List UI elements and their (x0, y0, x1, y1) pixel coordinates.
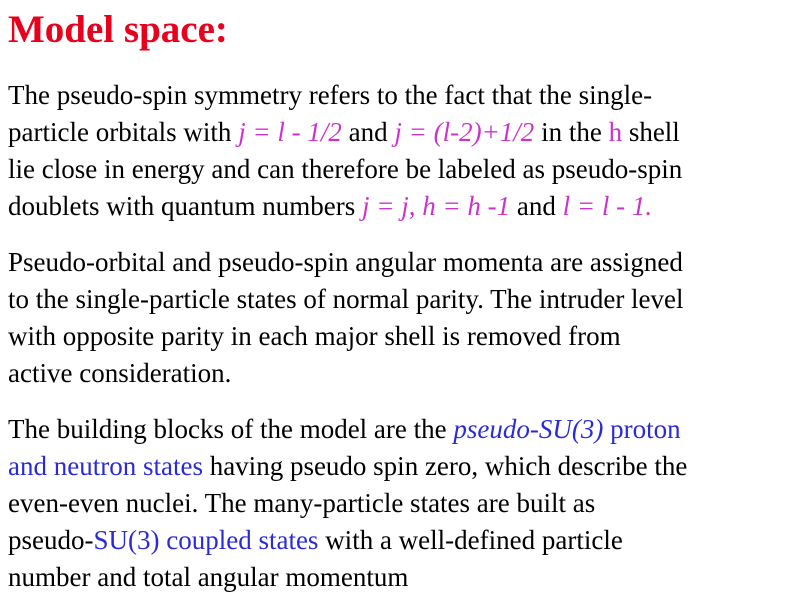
text-line: even-even nuclei. The many-particle states are built as (8, 488, 596, 518)
text-run: in the (534, 117, 609, 147)
text-run: having pseudo spin zero, which describe the (202, 451, 688, 481)
text-line: with opposite parity in each major shell is removed from (8, 321, 621, 351)
text-run: and (510, 191, 563, 221)
term-pseudo-su3: pseudo-SU(3) (453, 414, 604, 444)
term-proton: proton (603, 414, 681, 444)
formula-l-minus-1: l = l - 1. (562, 191, 653, 221)
text-line: lie close in energy and can therefore be labeled as pseudo-spin (8, 154, 683, 184)
text-line (8, 188, 798, 225)
text-run: with a well-defined particle (318, 525, 623, 555)
text-line (8, 448, 798, 485)
text-line: active consideration. (8, 358, 232, 388)
formula-j-l-minus-2-plus-half: j = (l-2)+1/2 (394, 117, 535, 147)
term-neutron-states: and neutron states (8, 451, 203, 481)
text-line (8, 522, 798, 559)
paragraph-building-blocks (8, 411, 798, 596)
slide-title: Model space: (8, 8, 228, 51)
text-run: The building blocks of the model are the (8, 414, 454, 444)
text-run: particle orbitals with (8, 117, 239, 147)
text-line: The pseudo-spin symmetry refers to the fact that the single- (8, 80, 653, 110)
text-line: number and total angular momentum (8, 562, 409, 592)
text-line (8, 114, 798, 151)
h-shell-symbol: h (608, 117, 623, 147)
text-run: doublets with quantum numbers (8, 191, 362, 221)
text-run: pseudo- (8, 525, 94, 555)
paragraph-pseudo-orbital-momenta (8, 244, 798, 392)
term-su3-coupled-states: SU(3) coupled states (93, 525, 319, 555)
text-line: to the single-particle states of normal parity. The intruder level (8, 284, 684, 314)
text-run: shell (622, 117, 680, 147)
text-run: and (341, 117, 395, 147)
formula-j-l-minus-half: j = l - 1/2 (238, 117, 342, 147)
text-line (8, 411, 798, 448)
paragraph-pseudo-spin-symmetry (8, 77, 798, 225)
text-line: Pseudo-orbital and pseudo-spin angular momenta are assigned (8, 247, 683, 277)
formula-quantum-numbers: j = j, h = h -1 (361, 191, 511, 221)
